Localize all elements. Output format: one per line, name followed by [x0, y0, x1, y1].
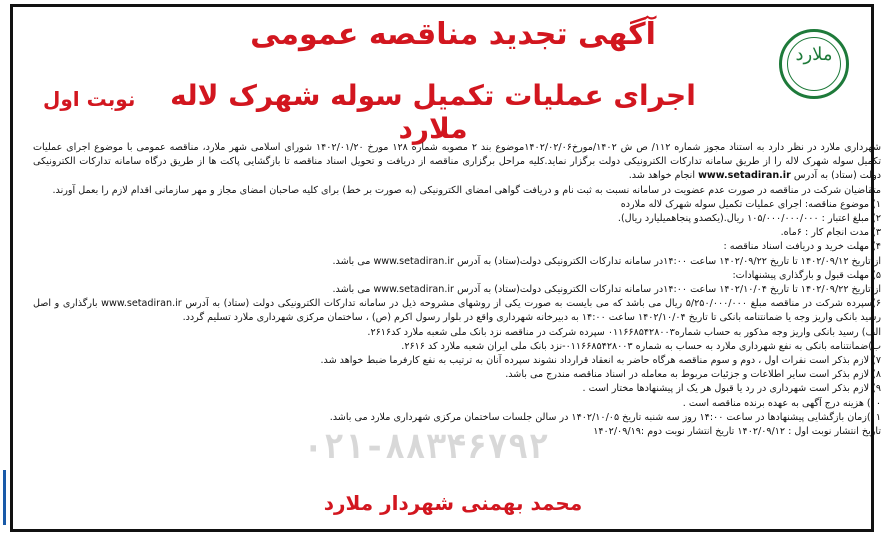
mayor-signature: محمد بهمنی شهردار ملارد: [323, 491, 583, 515]
round-label: نوبت اول: [43, 87, 136, 111]
ad-body: [33, 141, 881, 439]
list-item: ۸) لازم بذکر است سایر اطلاعات و جزئیات مربوط به معامله در اسناد مناقصه مندرج می باشد.: [505, 369, 881, 381]
list-item: ۱۰) هزینه درج آگهی به عهده برنده مناقصه است .: [682, 397, 881, 409]
list-item: ۵) مهلت قبول و بارگذاری پیشنهادات:: [732, 269, 881, 281]
list-item: ۱۱)زمان بازگشایی پیشنهادها در ساعت ۱۴:۰۰ روز سه شنبه تاریخ ۱۴۰۲/۱۰/۰۵ در سالن جلسات ساختمان مرکزی شهرداری ملارد می باشد.: [329, 411, 881, 423]
intro-paragraph: شهرداری ملارد در نظر دارد به استناد مجوز شماره ۱۱۲/ ص ش ۱۴۰۲/مورخ۱۴۰۲/۰۲/۰۶موضوع بند ۲ مصوبه شماره ۱۲۸ مورخ ۱۴۰۲/۰۱/۲۰ شورای اسلامی شهر ملارد، مناقصه عمومی با موضوع اجرای عملیات تکمیل سوله شهرک لاله را از طریق سامانه تدارکات الکترونیکی دولت برگزار نماید.کلیه مراحل برگزاری مناقصه از دریافت و تحویل اسناد مناقصه تا بازگشایی پاکت ها از طریق درگاه سامانه تدارکات الکترونیکی دولت (ستاد) به آدرس www.setadiran.ir انجام خواهد شد.: [33, 142, 881, 182]
list-item: ۷) لازم بذکر است نفرات اول ، دوم و سوم مناقصه هرگاه حاضر به انعقاد قرارداد نشوند سپرده آنان به ترتیب به نفع کارفرما ضبط خواهد شد.: [320, 355, 881, 367]
publish-dates: تاریخ انتشار نوبت اول : ۱۴۰۲/۰۹/۱۲ تاریخ انتشار نوبت دوم :۱۴۰۲/۰۹/۱۹: [593, 426, 881, 438]
side-accent-bar: [3, 470, 6, 525]
phone-watermark: ۰۲۱-۸۸۳۴۶۷۹۲: [303, 427, 549, 467]
list-item: ۱) موضوع مناقصه: اجرای عملیات تکمیل سوله شهرک لاله ملارده: [620, 198, 881, 210]
list-item: ۹) لازم بذکر است شهرداری در رد یا قبول هر یک از پیشنهادها مختار است .: [582, 383, 881, 395]
list-item: ۲) مبلغ اعتبار : ۱۰۵/۰۰۰/۰۰۰/۰۰۰ ریال.(یکصدو پنجاهمیلیارد ریال).: [617, 213, 881, 225]
list-item: ۳) مدت انجام کار : ۶ماه.: [780, 227, 881, 239]
ad-title: آگهی تجدید مناقصه عمومی: [250, 17, 656, 52]
list-item: ب)ضمانتنامه بانکی به نفع شهرداری ملارد به حساب به شماره ۰۱۱۶۶۸۵۴۲۸۰۰۳-نزد بانک ملی ایران شعبه ملارد کد ۲۶۱۶.: [401, 340, 881, 352]
list-item: الف) رسید بانکی واریز وجه مذکور به حساب شماره۰۱۱۶۶۸۵۴۲۸۰۰۳ سپرده شرکت در مناقصه نزد بانک ملی شعبه ملارد کد۲۶۱۶.: [367, 326, 881, 338]
registration-paragraph: متقاضیان شرکت در مناقصه در صورت عدم عضویت در سامانه نسبت به ثبت نام و دریافت گواهی امضای الکترونیکی (به صورت بر خط) برای کلیه صاحبان امضای مجاز و مهر سازمانی اقدام لازم را بعمل آورند.: [52, 184, 881, 196]
conditions-list: [33, 198, 881, 439]
list-item: ۶)سپرده شرکت در مناقصه مبلغ ۵/۲۵۰/۰۰۰/۰۰۰ ریال می باشد که می بایست به صورت یکی از روشهای مشروحه ذیل در سامانه تدارکات الکترونیکی دولت (ستاد) به آدرس www.setadiran.ir بارگذاری و اصل رسید بانکی واریز وجه یا ضمانتنامه بانکی تا تاریخ ۱۴۰۲/۱۰/۰۴ ساعت ۱۴:۰۰ به دبیرخانه شهرداری واقع در بلوار رسول اکرم (ص) ، ساختمان مرکزی شهرداری ملارد تسلیم گردد.: [33, 298, 881, 324]
logo-text: ملارد: [795, 44, 833, 65]
setadiran-link[interactable]: www.setadiran.ir: [698, 170, 791, 182]
ad-subject-title: اجرای عملیات تکمیل سوله شهرک لاله ملارد: [170, 79, 696, 145]
ad-frame: [10, 4, 881, 532]
list-item: از تاریخ ۱۴۰۲/۰۹/۲۲ تا تاریخ ۱۴۰۲/۱۰/۰۴ ساعت ۱۴:۰۰در سامانه تدارکات الکترونیکی دولت(ستاد) به آدرس www.setadiran.ir می باشد.: [332, 284, 881, 296]
municipality-logo-icon: [779, 29, 849, 99]
list-item: از تاریخ ۱۴۰۲/۰۹/۱۲ تا تاریخ ۱۴۰۲/۰۹/۲۲ ساعت ۱۴:۰۰در سامانه تدارکات الکترونیکی دولت(ستاد) به آدرس www.setadiran.ir می باشد.: [332, 255, 881, 267]
list-item: ۴) مهلت خرید و دریافت اسناد مناقصه :: [723, 241, 881, 253]
